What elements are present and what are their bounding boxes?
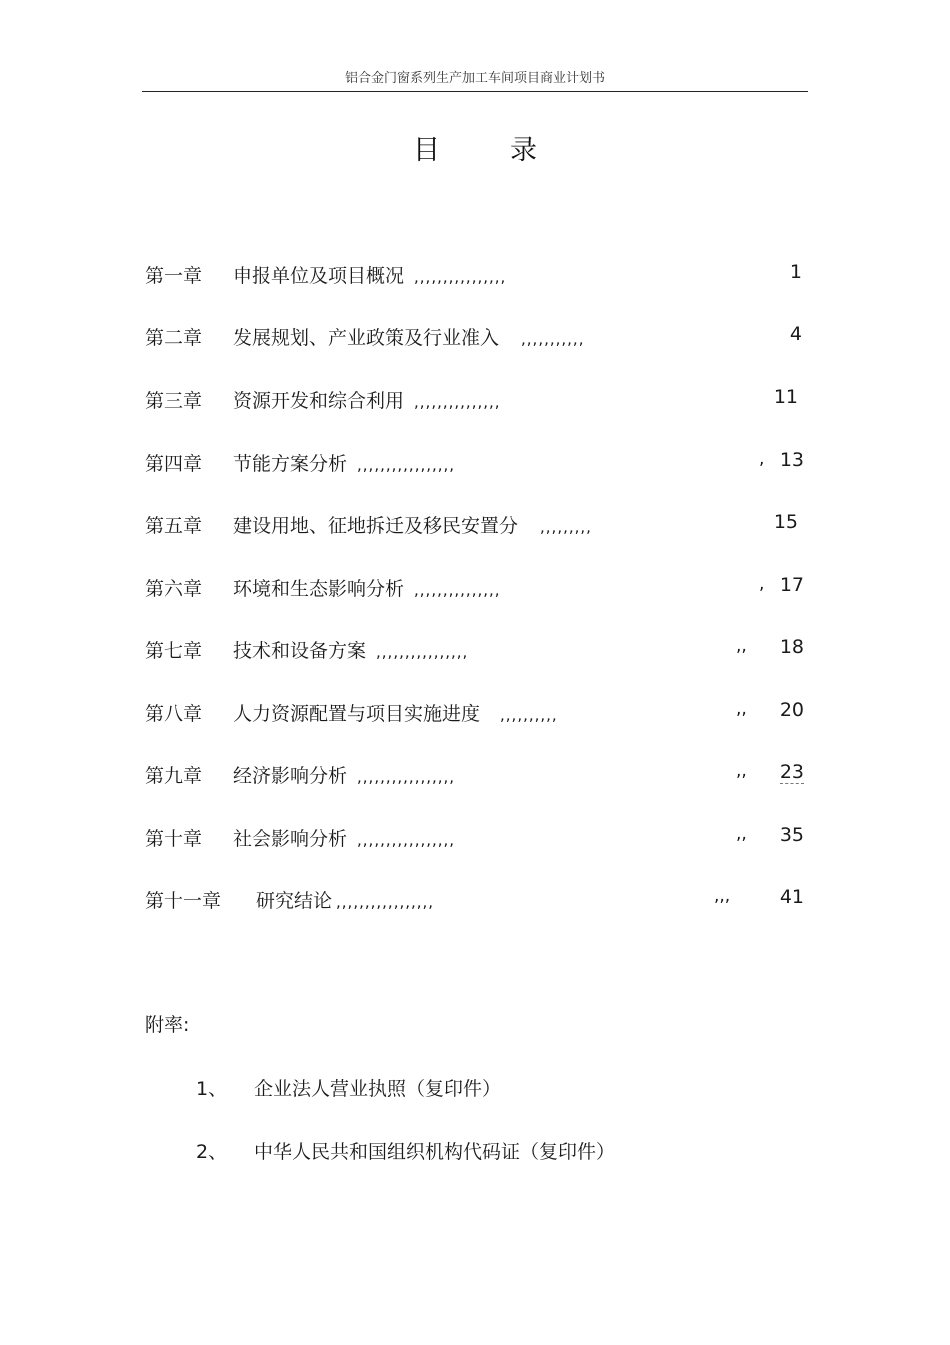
toc-chapter-title: 资源开发和综合利用 ,,,,,,,,,,,,,,, (233, 390, 501, 412)
toc-page-number: 35 (779, 824, 804, 846)
appendix-item-number: 1、 (196, 1078, 228, 1100)
toc-page-number: 13 (779, 449, 804, 471)
toc-entry[interactable] (145, 386, 810, 416)
toc-chapter-title: 发展规划、产业政策及行业准入 ,,,,,,,,,,, (233, 327, 585, 349)
toc-chapter-title: 节能方案分析 ,,,,,,,,,,,,,,,,, (233, 453, 456, 475)
toc-leaders: ,,,,,,,,,, (500, 706, 558, 724)
toc-leaders: ,,,,,,,,,,,,,,,, (414, 268, 507, 286)
toc-page-number: 1 (789, 261, 802, 283)
toc-leaders-tail: ,, (736, 824, 747, 844)
toc-leaders: ,,,,,,,,,,,,,,,, (376, 643, 469, 661)
toc-leaders: ,,,,,,,,,,,,,,,,, (357, 831, 456, 849)
appendix-item (196, 1074, 501, 1101)
toc-entry[interactable] (145, 699, 810, 729)
toc-chapter-number: 第八章 (145, 703, 203, 725)
appendix-title: 附率: (145, 1014, 190, 1036)
toc-chapter-number: 第十一章 (145, 890, 222, 912)
toc-leaders-tail: , (759, 449, 765, 469)
toc-entry[interactable] (145, 323, 810, 353)
toc-chapter-number: 第四章 (145, 453, 203, 475)
toc-chapter-title: 人力资源配置与项目实施进度 ,,,,,,,,,, (233, 703, 558, 725)
toc-leaders: ,,,,,,,,,,,,,,,,, (357, 768, 456, 786)
toc-chapter-title: 申报单位及项目概况 ,,,,,,,,,,,,,,,, (233, 265, 507, 287)
toc-chapter-number: 第九章 (145, 765, 203, 787)
toc-chapter-title: 技术和设备方案 ,,,,,,,,,,,,,,,, (233, 640, 469, 662)
toc-chapter-number: 第三章 (145, 390, 203, 412)
appendix-item-number: 2、 (196, 1141, 228, 1163)
toc-chapter-title: 建设用地、征地拆迁及移民安置分 ,,,,,,,,, (233, 515, 592, 537)
toc-chapter-title: 研究结论 ,,,,,,,,,,,,,,,,, (256, 890, 435, 912)
toc-chapter-number: 第二章 (145, 327, 203, 349)
toc-leaders-tail: , (759, 574, 765, 594)
toc-chapter-title: 社会影响分析 ,,,,,,,,,,,,,,,,, (233, 828, 456, 850)
appendix-item-text: 企业法人营业执照（复印件） (254, 1078, 502, 1100)
toc-leaders: ,,,,,,,,, (540, 518, 592, 536)
toc-entry[interactable] (145, 636, 810, 666)
toc-leaders: ,,,,,,,,,,,,,,, (414, 393, 501, 411)
toc-page-number: 4 (789, 323, 802, 345)
toc-chapter-number: 第七章 (145, 640, 203, 662)
toc-entry[interactable] (145, 574, 810, 604)
toc-leaders-tail: ,,, (714, 886, 731, 906)
running-header: 铝合金门窗系列生产加工车间项目商业计划书 (344, 71, 605, 86)
toc-leaders: ,,,,,,,,,,,,,,,,, (357, 456, 456, 474)
toc-leaders: ,,,,,,,,,,, (521, 330, 585, 348)
toc-leaders: ,,,,,,,,,,,,,,, (414, 581, 501, 599)
toc-page-number: 17 (779, 574, 804, 596)
toc-title: 目录 (413, 135, 607, 166)
toc-chapter-number: 第五章 (145, 515, 203, 537)
toc-page-number: 15 (773, 511, 798, 533)
appendix-item-text: 中华人民共和国组织机构代码证（复印件） (254, 1141, 616, 1163)
toc-leaders-tail: ,, (736, 761, 747, 781)
toc-entry[interactable] (145, 824, 810, 854)
toc-chapter-title: 环境和生态影响分析 ,,,,,,,,,,,,,,, (233, 578, 501, 600)
toc-page-number: 41 (779, 886, 804, 908)
toc-entry[interactable] (145, 511, 810, 541)
toc-entry[interactable] (145, 886, 810, 916)
toc-page-number: 11 (773, 386, 798, 408)
toc-leaders-tail: ,, (736, 699, 747, 719)
toc-leaders-tail: ,, (736, 636, 747, 656)
toc-page-number: 20 (779, 699, 804, 721)
toc-chapter-number: 第六章 (145, 578, 203, 600)
toc-leaders: ,,,,,,,,,,,,,,,,, (336, 893, 435, 911)
toc-page-number: 23 (779, 761, 804, 783)
toc-entry[interactable] (145, 761, 810, 791)
toc-entry[interactable] (145, 261, 810, 291)
toc-chapter-number: 第一章 (145, 265, 203, 287)
toc-page-number: 18 (779, 636, 804, 658)
toc-chapter-title: 经济影响分析 ,,,,,,,,,,,,,,,,, (233, 765, 456, 787)
appendix-item (196, 1137, 615, 1164)
toc-chapter-number: 第十章 (145, 828, 203, 850)
header-rule (142, 91, 808, 92)
toc-entry[interactable] (145, 449, 810, 479)
